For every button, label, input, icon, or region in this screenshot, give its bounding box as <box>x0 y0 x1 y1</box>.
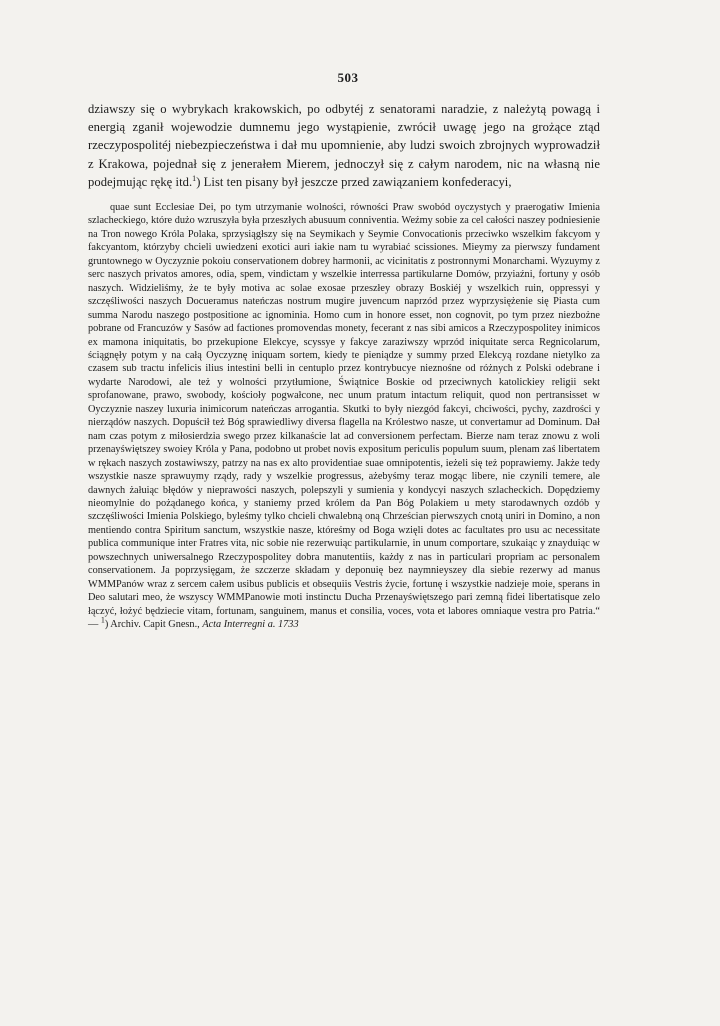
source-text: ) Archiv. Capit Gnesn., <box>104 619 203 631</box>
footnote-paragraph <box>88 201 600 632</box>
main-paragraph <box>88 100 600 191</box>
source-italic: Acta Interregni a. 1733 <box>202 619 299 631</box>
footnote-marker: 1 <box>192 173 197 183</box>
source-marker: 1 <box>100 615 105 625</box>
main-text <box>88 100 600 191</box>
footnote-text: quae sunt Ecclesiae Dei, po tym utrzymanie wolności, równości Praw swobód oyczystych y praerogatiw Imienia szlacheckiego, które dużo wzruszyła była przeszłych abusuum conniventia. Weźmy sobie za cel całości naszey podniesienie na Tron nowego Króla Polaka, sprzysiągłszy się na Seymikach y Seymie Convocationis przeciwko wszelkim fakcyom y fakcyantom, którzyby chcieli uwiedzeni exotici auri iakie nam tu wyrabiać scissiones. Mieymy za pierwszy fundament gruntownego w Oyczyznie pokoiu conservationem dobrey harmonii, ac vicinitatis z postronnymi Monarchami. Wyzuymy z serc naszych privatos amores, odia, spem, vindictam y wszelkie interressa partikularne Domów, przyiaźni, fortuny y osób naszych. Widzieliśmy, że te były motiva ac solae exosae przeszłey obrazy Boskiéj y wszelkich ruin, oppressyi y szczęśliwości naszych Docueramus nateńczas nostrum mugire juvencum naprzód przez wyprzysiężenie się Piasta cum summa Narodu naszego postpositione ac ignominia. Homo cum in honore esset, non cognovit, po tym przez niezbożne pobrane od Francuzów y Sasów ad factiones promovendas monety, fecerant z nas sibi amicos a Rzeczypospolitey inimicos ex mamona iniquitatis, bo przekupione Elekcye, scyssye y fakcye zaraziwszy wprzód iniquitate serca Regnicolarum, ściągnęły potym y na całą Oyczyznę iniquam sortem, kiedy te pieniądze y summy przed Elekcyą rozdane nietylko za czasem sub tractu infelicis ilius intestini belli in centuplo przez kontrybucye nieznośne od różnych z Polski odebrane i wydarte Narodowi, ale też y wolności przytłumione, Świątnice Boskie od przeciwnych katolickiey religii sekt sprofanowane, prawo, swobody, kościoły pogwałcone, nec unum pratum intactum reliquit, quod non pertransisset w Oyczyznie naszey luxuria inimicorum nateńczas arrogantia. Skutki to były niezgód fakcyi, chciwości, pychy, zazdrości y nierządów naszych. Dopuścił też Bóg sprawiedliwy diversa flagella na Królestwo nasze, ut convertamur ad Dominum. Dał nam czas potym z miłosierdzia swego przez kilkanaście lat ad conversionem perfectam. Bierze nam teraz znowu z woli przenayświętszey swoiey Króla y Pana, podobno ut probet novis expositum periculis populum suum, plenam zaś libertatem w rękach naszych zostawiwszy, patrzy na nas ex alto providentiae suae omnipotentis, ieżeli się też poprawiemy. Jakże tedy wszystkie nasze sprawuymy rządy, rady y wszelkie progressus, ażebyśmy teraz mogąc libere, nie czynili temere, ale dawnych żałuiąc błędów y nieprawości naszych, polepszyli y sumienia y kondycyi naszych szlacheckich. Dopędziemy nieomylnie do pożądanego końca, y staniemy przed królem da Pan Bóg Polakiem u mety starodawnych ozdób y szczęśliwości Imienia Polskiego, byleśmy tylko chcieli chwalebną oną Chrześcian pierwszych cnotą uniri in Domino, a non mentiendo contra Spiritum sanctum, wszystkie nasze, któreśmy od Boga wzięli dotes ac facultates pro usu ac necessitate publica communique inter Fratres vita, nic sobie nie rezerwuiąc partikularnie, in unum comportare, szukaiąc y znayduiąc w powszechnych uniwersalnego Rzeczypospolitey dobra manutentiis, każdy z nas in particulari propriam ac personalem conservationem. Ja poprzysięgam, że szczerze składam y deponuię bez naymnieyszey dla siebie rezerwy ad manus WMMPanów wraz z sercem całem usibus publicis et obsequiis Vestris życie, fortunę i wszystkie nadzieje moie, sperans in Deo salutari meo, że wszyscy WMMPanowie moti instinctu Ducha Przenayświętszego pari zemną fidei libertatisque zelo łączyć, łożyć będziecie vitam, fortunam, sanguinem, manus et consilia, voces, vota et labores omniaque vestra pro Patria.“ — <box>88 202 600 631</box>
page-number: 503 <box>337 70 359 85</box>
footnote <box>88 201 600 632</box>
main-paragraph-text: dziawszy się o wybrykach krakowskich, po odbytéj z senatorami naradzie, z należytą powagą i energią zganił wojewodzie dumnemu jego wystąpienie, zwrócił uwagę jego na grożące ztąd rzeczypospolitéj niebezpieczeństwa i dał mu upomnienie, aby ludzi swoich zbrojnych wyprowadził z Krakowa, pojednał się z jenerałem Mierem, jednoczył się z całym narodem, nic na własną nie podejmując rękę itd. <box>88 102 600 189</box>
main-paragraph-end: ) List ten pisany był jeszcze przed zawiązaniem konfederacyi, <box>196 174 512 189</box>
book-page <box>88 70 600 632</box>
